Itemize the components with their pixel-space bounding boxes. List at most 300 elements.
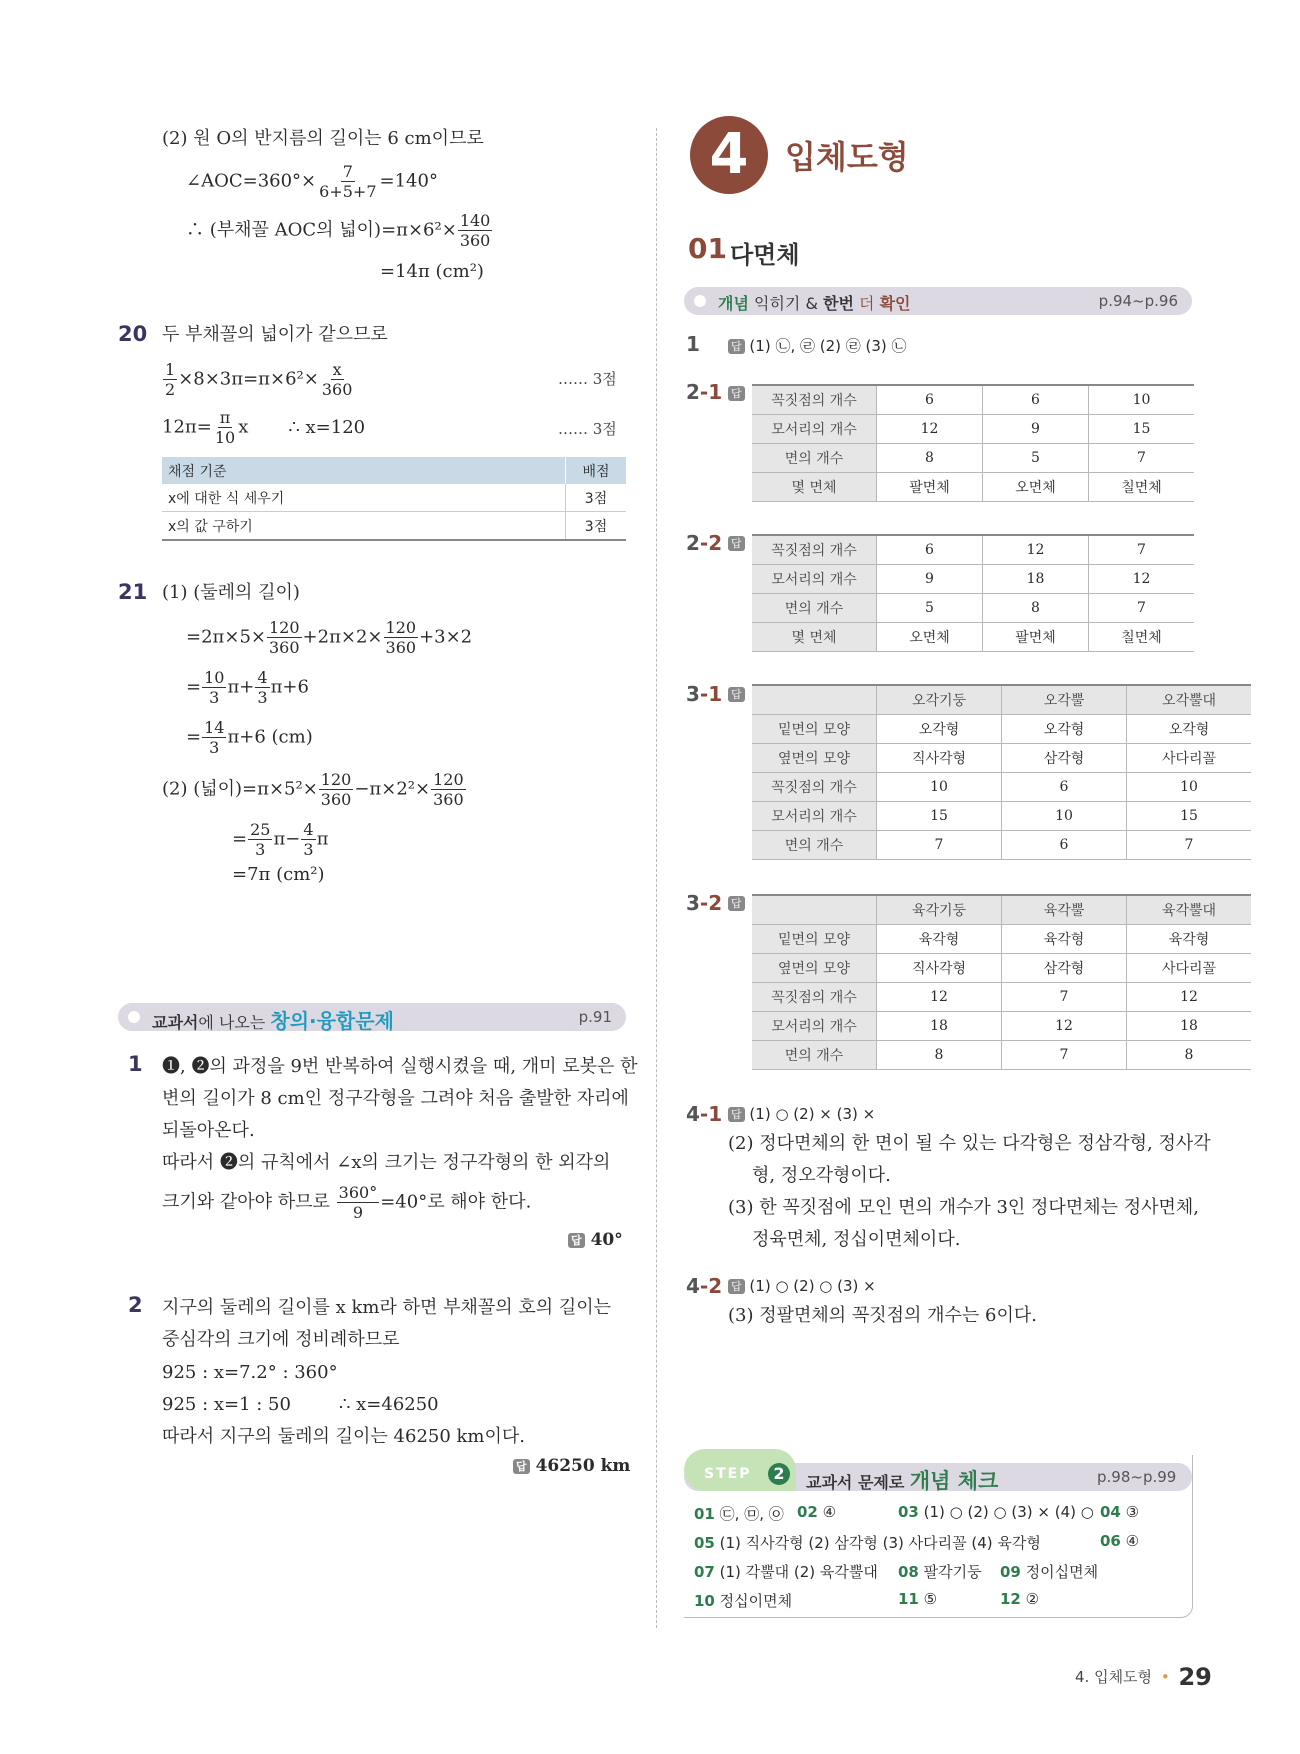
fraction [431,770,466,809]
answer-1 [728,335,907,356]
title-part: 더 [853,294,880,313]
row-header-cell: 모서리의 개수 [752,565,877,594]
label-sub: -2 [699,1274,723,1298]
label-number: 2 [686,380,700,404]
table-cell: 15 [1127,802,1252,831]
denominator: 360 [385,638,417,657]
row-header-cell [752,895,877,925]
eq-text: x [238,416,249,438]
table-cell: 8 [877,444,983,473]
fraction [301,820,315,859]
title-part: 확인 [879,294,911,313]
concept-section-title [718,291,911,314]
scoring-header-points: 배점 [582,463,610,480]
item-number: 03 [898,1503,919,1521]
answer-value: 46250 km [535,1456,631,1476]
numerator: 120 [268,618,300,637]
answer-tag-2-1 [728,383,745,402]
fraction [320,360,355,399]
chapter-title: 입체도형 [785,138,909,176]
numerator: 120 [385,618,417,637]
table-cell: 직사각형 [877,744,1002,773]
answer-label-1 [686,332,700,356]
eq-text: +2π×2× [302,626,383,648]
footer-bullet-icon: • [1160,1668,1170,1686]
table-row [752,473,1194,502]
page-footer [1075,1663,1212,1691]
step-badge [684,1449,796,1491]
denominator: 3 [209,688,220,707]
eq-text: π+6 [270,676,309,698]
table-row [752,831,1251,860]
table-row [752,1041,1251,1070]
creative-number-2: 2 [128,1293,143,1317]
denominator: 360 [321,380,353,399]
eq-text: ∠AOC=360°× [186,170,317,192]
table-cell: 오각기둥 [877,685,1002,715]
c1-line4: 따라서 ❷의 규칙에서 ∠x의 크기는 정구각형의 한 외각의 [162,1152,611,1173]
question-number-20: 20 [118,322,148,346]
eq-text: = [186,726,202,748]
fraction [337,1183,380,1222]
table-row [752,895,1251,925]
answer-tag: 답 [728,1279,745,1294]
table-cell: 7 [1089,594,1195,623]
table-cell: 팔면체 [983,623,1089,652]
row-header-cell: 모서리의 개수 [752,415,877,444]
item-number: 06 [1100,1532,1121,1550]
p19-line1: (2) 원 O의 반지름의 길이는 6 cm이므로 [162,128,484,149]
q21-line7: =7π (cm²) [232,864,325,885]
step2-item [898,1503,1094,1521]
answer-text: (1) ○ (2) ○ (3) × [749,1277,876,1295]
q20-points-2: …… 3점 [558,420,617,438]
row-header-cell: 밑면의 모양 [752,715,877,744]
item-number: 02 [797,1503,818,1521]
table-cell: 12 [1002,1012,1127,1041]
fraction [267,618,302,657]
row-header-cell: 면의 개수 [752,594,877,623]
table-cell: 18 [1127,1012,1252,1041]
table-row [752,1012,1251,1041]
table-row [752,925,1251,954]
bullet-dot-icon [694,295,706,307]
table-cell: 7 [1127,831,1252,860]
table-cell: 8 [983,594,1089,623]
concept-page-ref: p.94~p.96 [1098,292,1178,310]
c2-line4 [162,1392,439,1418]
table-row [752,565,1194,594]
answer-tag-3-1 [728,684,745,703]
explain-4-1-line4: 정육면체, 정십이면체이다. [752,1229,961,1250]
row-header-cell [752,685,877,715]
table-row [752,415,1194,444]
table-row [752,535,1194,565]
table-cell: 오각형 [1127,715,1252,744]
answer-label-3-2 [686,891,722,915]
explain-4-1-line1: (2) 정다면체의 한 면이 될 수 있는 다각형은 정삼각형, 정사각 [728,1133,1211,1154]
fraction [202,668,226,707]
answer-text: (1) ○ (2) × (3) × [749,1105,876,1123]
creative-page-ref: p.91 [578,1008,612,1026]
step2-item [797,1503,836,1521]
table-cell: 오각뿔 [1002,685,1127,715]
title-part: 교과서 [152,1013,199,1032]
step2-item [1100,1503,1139,1521]
answer-tag: 답 [728,536,745,551]
concept-section-bar [684,287,1192,315]
fraction [255,668,269,707]
eq-result: ∴ x=120 [288,416,366,438]
question-number-21: 21 [118,580,148,604]
p19-eq2 [186,211,493,250]
step2-item [694,1561,878,1582]
fraction [248,820,272,859]
answer-tag-3-2 [728,893,745,912]
denominator: 6+5+7 [319,182,377,201]
row-header-cell: 몇 면체 [752,623,877,652]
table-cell: 12 [877,415,983,444]
row-header-cell: 꼭짓점의 개수 [752,385,877,415]
answer-tag: 답 [728,896,745,911]
table-cell: 육각형 [1127,925,1252,954]
eq-text: =140° [379,170,438,192]
table-cell: 5 [877,594,983,623]
eq-text: = [186,676,202,698]
item-answer: (1) ○ (2) ○ (3) × (4) ○ [923,1503,1094,1521]
explain-4-1-line3: (3) 한 꼭짓점에 모인 면의 개수가 3인 정다면체는 정사면체, [728,1197,1199,1218]
c1-line1: ❶, ❷의 과정을 9번 반복하여 실행시켰을 때, 개미 로봇은 한 [162,1056,638,1077]
table-cell: 8 [877,1041,1002,1070]
denominator: 360 [320,790,352,809]
table-cell: 육각뿔 [1002,895,1127,925]
denominator: 360 [433,790,464,809]
denominator: 3 [209,738,220,757]
label-number: 3 [686,891,700,915]
c2-line3: 925 : x=7.2° : 360° [162,1362,338,1383]
answer-label-3-1 [686,682,722,706]
label-number: 4 [686,1274,700,1298]
c2-line1: 지구의 둘레의 길이를 x km라 하면 부채꼴의 호의 길이는 [162,1297,612,1318]
answer-tag: 답 [728,339,745,354]
table-row [752,983,1251,1012]
c2-line2: 중심각의 크기에 정비례하므로 [162,1329,400,1350]
eq-text: ∴ (부채꼴 AOC의 넓이)=π×6²× [186,219,457,241]
p19-eq1 [186,162,438,201]
row-header-cell: 밑면의 모양 [752,925,877,954]
eq-result: ∴ x=46250 [338,1394,439,1415]
table-cell: 삼각형 [1002,744,1127,773]
label-sub: -1 [699,682,723,706]
numerator: 1 [165,360,176,379]
table-cell: 12 [983,535,1089,565]
bullet-dot-icon [128,1011,140,1023]
numerator: 360° [338,1183,378,1202]
row-header-cell: 모서리의 개수 [752,802,877,831]
table-row [752,685,1251,715]
title-part: 에 나오는 [198,1013,271,1032]
title-part: 개념 [718,294,749,313]
fraction [317,162,378,201]
answer-label-2-2 [686,531,722,555]
table-cell: 칠면체 [1089,623,1195,652]
numerator: 4 [303,820,314,839]
row-header-cell: 모서리의 개수 [752,1012,877,1041]
denominator: 360 [268,638,300,657]
row-header-cell: 옆면의 모양 [752,744,877,773]
answer-value: 40° [590,1230,623,1250]
table-cell: 10 [1089,385,1195,415]
item-answer: ③ [1125,1503,1140,1521]
step2-item [1000,1590,1039,1608]
answer-tag: 답 [728,687,745,702]
numerator: 4 [257,668,268,687]
item-number: 07 [694,1563,715,1581]
step2-item [1000,1561,1098,1582]
q20-points-1: …… 3점 [558,370,617,388]
item-number: 09 [1000,1563,1021,1581]
section-number: 01 [688,232,727,265]
numerator: 120 [433,770,464,789]
table-cell: 6 [1002,831,1127,860]
page-number: 29 [1178,1663,1212,1691]
fraction [384,618,419,657]
answer-tag: 답 [568,1233,585,1248]
step2-item [694,1532,1041,1553]
answer-label-2-1 [686,380,722,404]
row-header-cell: 면의 개수 [752,1041,877,1070]
scoring-table [162,457,626,541]
table-cell: 10 [1127,773,1252,802]
fraction [202,718,226,757]
table-cell: 팔면체 [877,473,983,502]
table-cell: 직사각형 [877,954,1002,983]
answer-tag: 답 [728,1107,745,1122]
item-number: 01 [694,1505,715,1523]
row-header-cell: 꼭짓점의 개수 [752,983,877,1012]
row-header-cell: 꼭짓점의 개수 [752,773,877,802]
item-answer: 정십이면체 [719,1592,793,1610]
denominator: 3 [303,840,314,859]
scoring-header-criteria: 채점 기준 [162,457,566,484]
explain-4-2-line1: (3) 정팔면체의 꼭짓점의 개수는 6이다. [728,1305,1037,1326]
table-cell: 삼각형 [1002,954,1127,983]
eq-text: −π×2²× [354,778,431,800]
title-highlight: 개념 체크 [909,1469,999,1493]
step2-item [898,1561,982,1582]
eq-text: ×8×3π=π×6²× [178,368,319,390]
table-cell: 12 [1089,565,1195,594]
q21-line4 [186,718,313,757]
item-answer: (1) 각뿔대 (2) 육각뿔대 [719,1563,878,1581]
table-cell: 사다리꼴 [1127,954,1252,983]
table-row [752,594,1194,623]
label-sub: -2 [699,531,723,555]
table-cell: 사다리꼴 [1127,744,1252,773]
eq-text: π− [273,828,301,850]
table-cell: 오각형 [877,715,1002,744]
table-cell: 18 [983,565,1089,594]
c1-answer [568,1230,623,1250]
scoring-row-points: 3점 [584,490,608,507]
item-number: 08 [898,1563,919,1581]
item-answer: ㉢, ㉤, ㉧ [719,1505,784,1523]
table-cell: 7 [1002,1041,1127,1070]
answer-4-2 [728,1277,876,1295]
step2-title [806,1465,998,1495]
label-sub: -2 [699,891,723,915]
eq-text: =40°로 해야 한다. [380,1191,532,1213]
answer-label-4-1 [686,1102,722,1126]
table-cell: 9 [877,565,983,594]
item-number: 04 [1100,1503,1121,1521]
row-header-cell: 꼭짓점의 개수 [752,535,877,565]
eq-text: π+6 (cm) [227,726,313,748]
label-sub: -1 [699,1102,723,1126]
denominator: 9 [352,1203,364,1222]
c1-line5 [162,1183,531,1222]
table-row [752,444,1194,473]
fraction [213,408,237,447]
table-row [752,954,1251,983]
answer-text: (1) ㉡, ㉣ (2) ㉣ (3) ㉡ [749,337,907,355]
table-2-1 [752,384,1194,502]
step-number: 2 [768,1463,790,1485]
item-number: 12 [1000,1590,1021,1608]
eq-text: =2π×5× [186,626,266,648]
table-cell: 오면체 [983,473,1089,502]
label-number: 4 [686,1102,700,1126]
numerator: 14 [204,718,225,737]
label-number: 1 [686,332,700,356]
table-cell: 10 [1002,802,1127,831]
answer-tag-2-2 [728,533,745,552]
table-cell: 칠면체 [1089,473,1195,502]
table-cell: 7 [1089,535,1195,565]
table-cell: 오각형 [1002,715,1127,744]
table-3-1 [752,684,1251,860]
table-cell: 15 [877,802,1002,831]
answer-tag: 답 [513,1459,530,1474]
table-cell: 7 [1089,444,1195,473]
table-3-2 [752,894,1251,1070]
table-cell: 9 [983,415,1089,444]
table-row [752,715,1251,744]
table-cell: 육각기둥 [877,895,1002,925]
chapter-number-badge: 4 [690,116,768,194]
eq-text: 12π= [162,416,212,438]
item-answer: 팔각기둥 [923,1563,982,1581]
eq-text: (2) (넓이)=π×5²× [162,778,318,800]
step2-item [898,1590,937,1608]
denominator: 2 [165,380,176,399]
c2-answer [513,1456,630,1476]
row-header-cell: 몇 면체 [752,473,877,502]
item-number: 05 [694,1534,715,1552]
item-answer: ② [1025,1590,1040,1608]
scoring-row-points: 3점 [584,518,608,535]
item-number: 10 [694,1592,715,1610]
table-cell: 육각형 [1002,925,1127,954]
eq-text: 925 : x=1 : 50 [162,1394,291,1415]
title-highlight: 창의·융합문제 [270,1009,394,1033]
creative-section-bar [118,1003,626,1031]
item-answer: ④ [822,1503,837,1521]
label-number: 2 [686,531,700,555]
scoring-row-criterion: x의 값 구하기 [162,512,566,541]
fraction [458,211,493,250]
table-cell: 12 [877,983,1002,1012]
eq-text: +3×2 [419,626,473,648]
step2-item [694,1590,792,1611]
item-answer: ⑤ [923,1590,938,1608]
c1-line2: 변의 길이가 8 cm인 정구각형을 그려야 처음 출발한 자리에 [162,1088,629,1109]
eq-text: 크기와 같아야 하므로 [162,1191,336,1213]
numerator: x [332,360,342,379]
q21-line5 [162,770,467,809]
answer-tag: 답 [728,386,745,401]
table-cell: 7 [877,831,1002,860]
row-header-cell: 옆면의 모양 [752,954,877,983]
denominator: 3 [257,688,268,707]
table-row [752,802,1251,831]
table-cell: 6 [877,385,983,415]
q20-eq1 [162,360,355,399]
q21-line2 [186,618,472,657]
eq-text: = [232,828,248,850]
c1-line3: 되돌아온다. [162,1120,255,1141]
fraction [319,770,354,809]
c2-line5: 따라서 지구의 둘레의 길이는 46250 km이다. [162,1426,525,1447]
item-number: 11 [898,1590,919,1608]
q21-line6 [232,820,328,859]
table-cell: 15 [1089,415,1195,444]
table-cell: 6 [983,385,1089,415]
fraction [163,360,177,399]
table-2-2 [752,534,1194,652]
table-row [752,773,1251,802]
eq-text: π+ [227,676,255,698]
table-cell: 18 [877,1012,1002,1041]
item-answer: (1) 직사각형 (2) 삼각형 (3) 사다리꼴 (4) 육각형 [719,1534,1041,1552]
row-header-cell: 면의 개수 [752,444,877,473]
table-row [752,385,1194,415]
answer-4-1 [728,1105,875,1123]
column-divider [656,128,657,1628]
q21-line3 [186,668,309,707]
table-cell: 5 [983,444,1089,473]
step2-page-ref: p.98~p.99 [1097,1468,1177,1486]
table-row [752,744,1251,773]
denominator: 10 [214,428,236,447]
explain-4-1-line2: 형, 정오각형이다. [752,1165,891,1186]
p19-eq3: =14π (cm²) [380,261,484,282]
step-word: STEP [704,1466,752,1482]
table-cell: 육각뿔대 [1127,895,1252,925]
numerator: 25 [250,820,271,839]
table-cell: 12 [1127,983,1252,1012]
eq-text: π [316,828,329,850]
table-cell: 10 [877,773,1002,802]
numerator: 10 [204,668,225,687]
table-cell: 7 [1002,983,1127,1012]
q20-intro: 두 부채꼴의 넓이가 같으므로 [162,324,388,345]
item-answer: 정이십면체 [1025,1563,1099,1581]
title-part: 익히기 & [748,294,824,313]
step2-item [1100,1532,1139,1550]
scoring-row-criterion: x에 대한 식 세우기 [162,484,566,512]
step2-item [694,1503,784,1524]
